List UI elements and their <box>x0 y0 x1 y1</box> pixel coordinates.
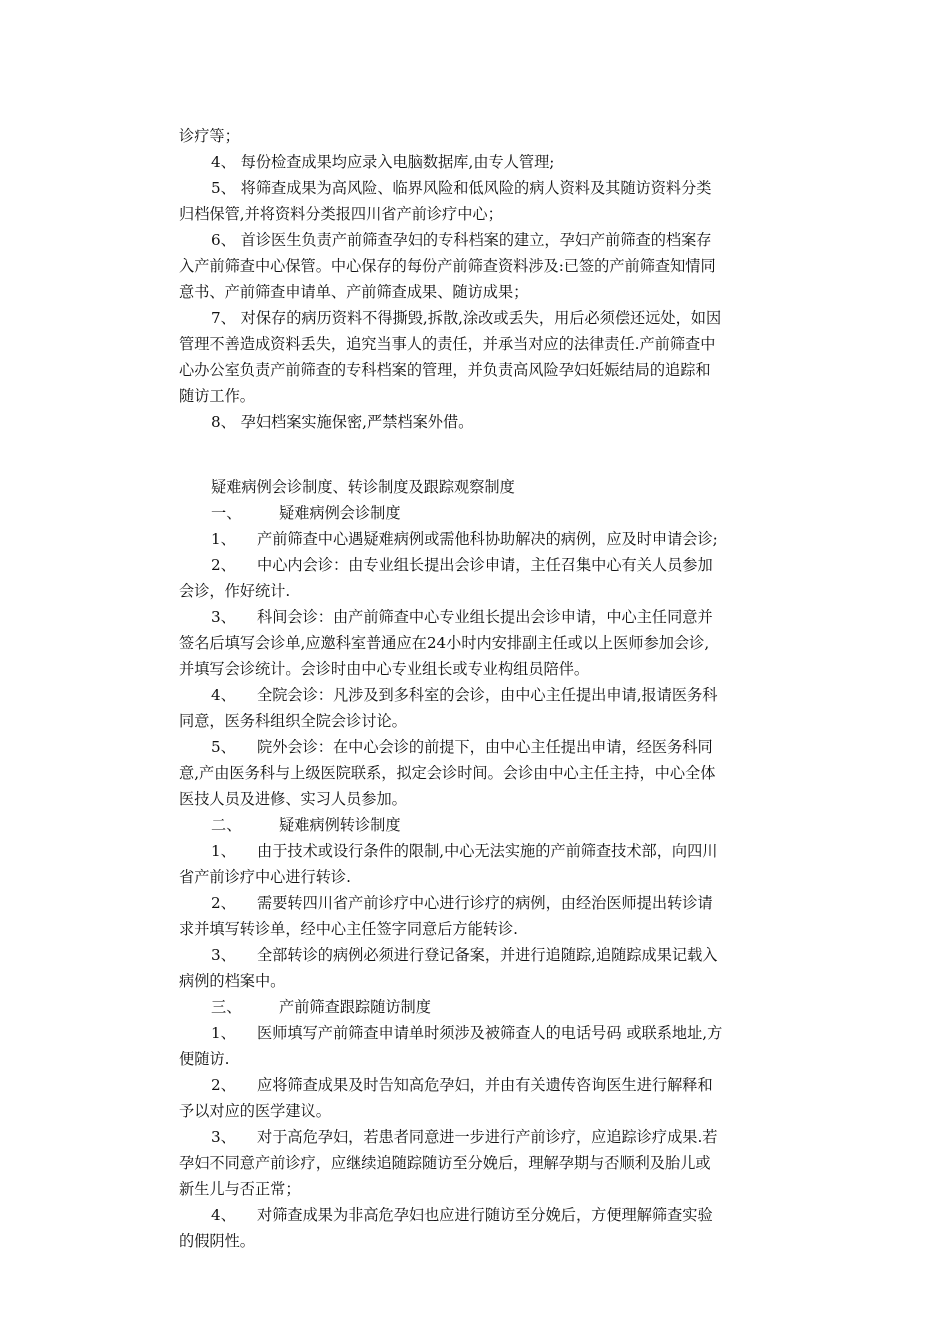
item-text: 需要转四川省产前诊疗中心进行诊疗的病例，由经治医师提出转诊请 <box>257 894 713 912</box>
item-text: 由于技术或设行条件的限制,中心无法实施的产前筛查技术部，向四川 <box>257 842 718 860</box>
text-line: 意书、产前筛查申请单、产前筛查成果、随访成果； <box>179 283 529 301</box>
list-item <box>211 552 811 578</box>
subsection-title: 疑难病例转诊制度 <box>279 816 401 834</box>
item-text: 全部转诊的病例必须进行登记备案，并进行追随踪,追随踪成果记载入 <box>257 946 718 964</box>
list-item <box>211 682 811 708</box>
subsection-title: 疑难病例会诊制度 <box>279 504 401 522</box>
text-line: 的假阴性。 <box>179 1232 255 1250</box>
text-line: 签名后填写会诊单,应邀科室普通应在24小时内安排副主任或以上医师参加会诊, <box>179 634 710 652</box>
item-number: 2、 <box>211 894 236 912</box>
item-text: 对筛查成果为非高危孕妇也应进行随访至分娩后，方便理解筛查实验 <box>257 1206 713 1224</box>
list-item <box>211 838 811 864</box>
subsection-heading <box>211 500 811 526</box>
item-text: 应将筛查成果及时告知高危孕妇，并由有关遗传咨询医生进行解释和 <box>257 1076 713 1094</box>
item-number: 3、 <box>211 946 236 964</box>
text-line: 8、 孕妇档案实施保密,严禁档案外借。 <box>211 413 474 431</box>
subsection-title: 产前筛查跟踪随访制度 <box>279 998 431 1016</box>
item-number: 1、 <box>211 842 236 860</box>
item-number: 3、 <box>211 608 236 626</box>
item-number: 3、 <box>211 1128 236 1146</box>
text-line: 便随访. <box>179 1050 230 1068</box>
item-number: 2、 <box>211 556 236 574</box>
list-item <box>211 890 811 916</box>
item-text: 医师填写产前筛查申请单时须涉及被筛查人的电话号码 或联系地址,方 <box>257 1024 723 1042</box>
text-line: 7、 对保存的病历资料不得撕毁,拆散,涂改或丢失，用后必须偿还远处，如因 <box>211 309 722 327</box>
text-line: 省产前诊疗中心进行转诊. <box>179 868 351 886</box>
item-text: 全院会诊：凡涉及到多科室的会诊，由中心主任提出申请,报请医务科 <box>257 686 718 704</box>
text-line: 诊疗等； <box>179 127 240 145</box>
item-text: 科间会诊：由产前筛查中心专业组长提出会诊申请，中心主任同意并 <box>257 608 713 626</box>
item-number: 三、 <box>211 998 242 1016</box>
list-item <box>211 1124 811 1150</box>
list-item <box>211 734 811 760</box>
text-line: 予以对应的医学建议。 <box>179 1102 331 1120</box>
text-line: 孕妇不同意产前诊疗，应继续追随踪随访至分娩后，理解孕期与否顺利及胎儿或 <box>179 1154 711 1172</box>
text-line: 并填写会诊统计。会诊时由中心专业组长或专业构组员陪伴。 <box>179 660 590 678</box>
subsection-heading <box>211 994 811 1020</box>
item-number: 1、 <box>211 1024 236 1042</box>
text-line: 意,产由医务科与上级医院联系，拟定会诊时间。会诊由中心主任主持，中心全体 <box>179 764 716 782</box>
list-item <box>211 526 811 552</box>
item-number: 4、 <box>211 686 236 704</box>
section-heading: 疑难病例会诊制度、转诊制度及跟踪观察制度 <box>211 478 515 496</box>
item-number: 一、 <box>211 504 242 522</box>
text-line: 6、 首诊医生负责产前筛查孕妇的专科档案的建立，孕妇产前筛查的档案存 <box>211 231 712 249</box>
item-number: 二、 <box>211 816 242 834</box>
list-item <box>211 604 811 630</box>
item-number: 4、 <box>211 1206 236 1224</box>
text-line: 新生儿与否正常； <box>179 1180 301 1198</box>
text-line: 入产前筛查中心保管。中心保存的每份产前筛查资料涉及:已签的产前筛查知情同 <box>179 257 716 275</box>
text-line: 会诊，作好统计. <box>179 582 291 600</box>
item-text: 对于高危孕妇，若患者同意进一步进行产前诊疗，应追踪诊疗成果.若 <box>257 1128 718 1146</box>
text-line: 求并填写转诊单，经中心主任签字同意后方能转诊. <box>179 920 518 938</box>
item-number: 2、 <box>211 1076 236 1094</box>
list-item <box>211 1020 811 1046</box>
text-line: 管理不善造成资料丢失，追究当事人的责任，并承当对应的法律责任.产前筛查中 <box>179 335 716 353</box>
item-text: 产前筛查中心遇疑难病例或需他科协助解决的病例，应及时申请会诊; <box>257 530 718 548</box>
list-item <box>211 1202 811 1228</box>
item-text: 中心内会诊：由专业组长提出会诊申请，主任召集中心有关人员参加 <box>257 556 713 574</box>
text-line: 归档保管,并将资料分类报四川省产前诊疗中心； <box>179 205 503 223</box>
text-line: 随访工作。 <box>179 387 255 405</box>
text-line: 同意，医务科组织全院会诊讨论。 <box>179 712 407 730</box>
text-line: 5、 将筛查成果为高风险、临界风险和低风险的病人资料及其随访资料分类 <box>211 179 712 197</box>
text-line: 4、 每份检查成果均应录入电脑数据库,由专人管理; <box>211 153 555 171</box>
list-item <box>211 942 811 968</box>
subsection-heading <box>211 812 811 838</box>
item-number: 1、 <box>211 530 236 548</box>
text-line: 病例的档案中。 <box>179 972 286 990</box>
item-number: 5、 <box>211 738 236 756</box>
list-item <box>211 1072 811 1098</box>
item-text: 院外会诊：在中心会诊的前提下，由中心主任提出申请，经医务科同 <box>257 738 713 756</box>
text-line: 心办公室负责产前筛查的专科档案的管理，并负责高风险孕妇妊娠结局的追踪和 <box>179 361 711 379</box>
text-line: 医技人员及进修、实习人员参加。 <box>179 790 407 808</box>
